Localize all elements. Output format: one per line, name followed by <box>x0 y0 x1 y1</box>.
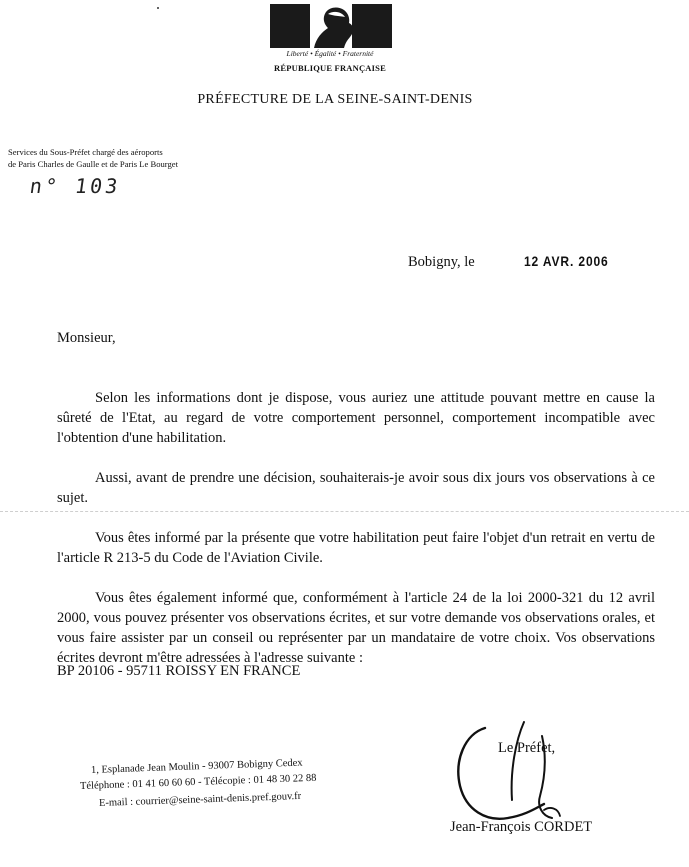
date-stamp: 12 AVR. 2006 <box>524 253 609 269</box>
marianne-logo <box>270 4 392 48</box>
footer-phone: Téléphone : 01 41 60 60 60 - Télécopie : 01 48 30 22 88 <box>79 772 317 792</box>
scan-artifact-line <box>0 511 689 512</box>
handwritten-reference-number: n° 103 <box>28 174 122 198</box>
date-place: Bobigny, le <box>408 254 475 270</box>
salutation: Monsieur, <box>57 330 116 346</box>
service-line-1: Services du Sous-Préfet chargé des aéroports <box>8 147 163 157</box>
republic-name: RÉPUBLIQUE FRANÇAISE <box>274 63 386 73</box>
republic-motto: Liberté • Égalité • Fraternité <box>286 49 374 58</box>
service-line-2: de Paris Charles de Gaulle et de Paris Le Bourget <box>8 159 178 169</box>
scan-speck <box>157 7 159 9</box>
paragraph-2: Aussi, avant de prendre une décision, souhaiterais-je avoir sous dix jours vos observations à ce sujet. <box>57 470 655 506</box>
signer-title: Le Préfet, <box>498 740 556 756</box>
paragraph-3: Vous êtes informé par la présente que votre habilitation peut faire l'objet d'un retrait en vertu de l'article R 213-5 du Code de l'Aviation Civile. <box>57 530 655 566</box>
prefecture-title: PRÉFECTURE DE LA SEINE-SAINT-DENIS <box>197 92 473 107</box>
marianne-icon <box>270 4 392 48</box>
postal-address: BP 20106 - 95711 ROISSY EN FRANCE <box>57 663 301 679</box>
date-line <box>408 253 622 271</box>
paragraph-1: Selon les informations dont je dispose, vous auriez une attitude pouvant mettre en cause la sûreté de l'Etat, au regard de votre comportement personnel, comportement incompatible avec l'obtention d'une habilitation. <box>57 390 655 446</box>
paragraph-4: Vous êtes également informé que, conformément à l'article 24 de la loi 2000-321 du 12 avril 2000, vous pouvez présenter vos observations écrites, et sur votre demande vos observations orales, et vous faire assister par un conseil ou représenter par un mandataire de votre choix. Vos observations écrites devront m'être adressées à l'adresse suivante : <box>57 590 655 666</box>
signer-name: Jean-François CORDET <box>450 819 593 835</box>
footer-address: 1, Esplanade Jean Moulin - 93007 Bobigny Cedex <box>90 757 303 776</box>
footer-email: E-mail : courrier@seine-saint-denis.pref.gouv.fr <box>98 790 302 809</box>
